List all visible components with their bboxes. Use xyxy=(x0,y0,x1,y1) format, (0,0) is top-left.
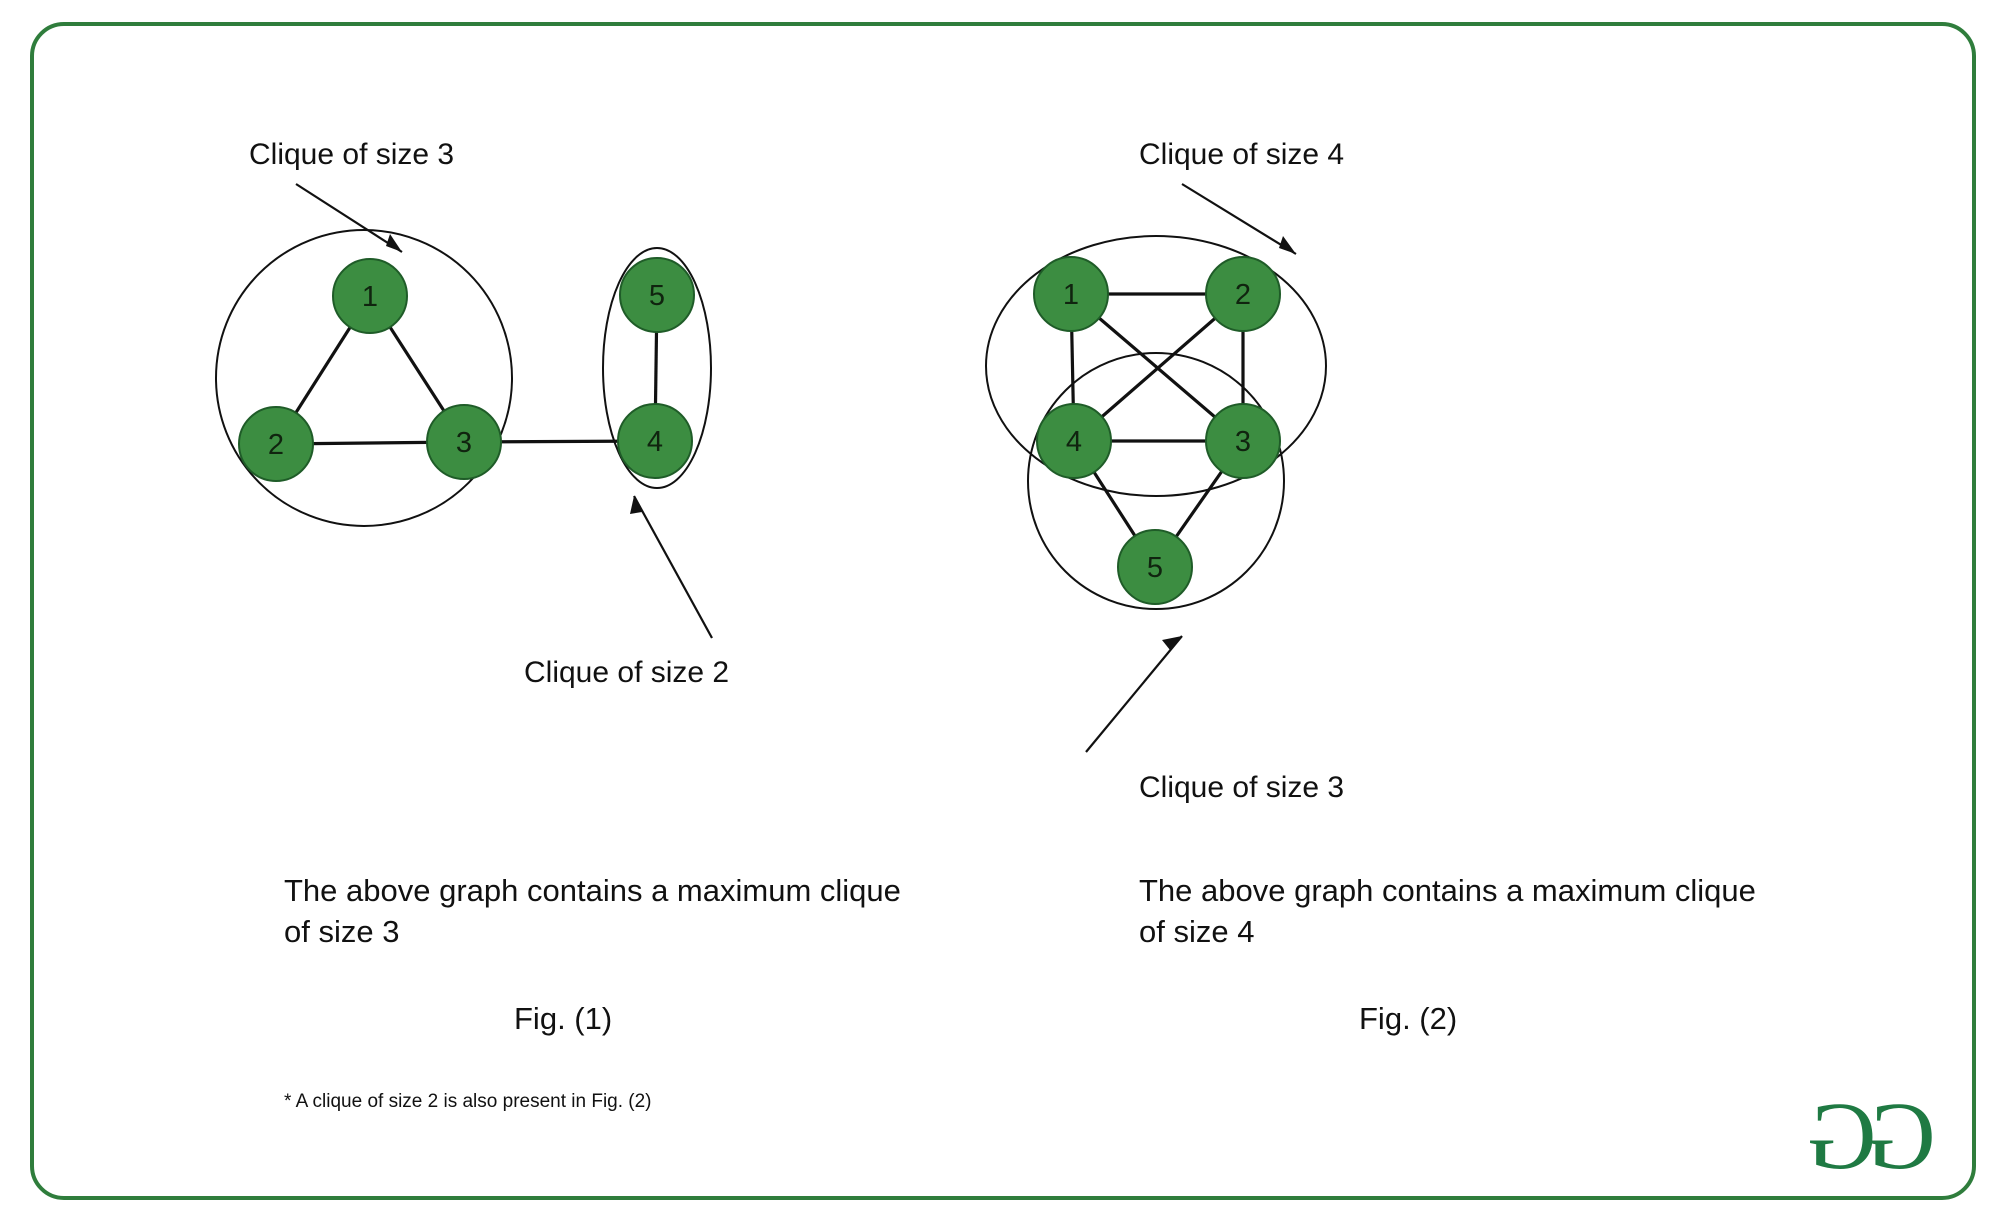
left-callout-bottom-label: Clique of size 2 xyxy=(524,656,730,689)
footnote: * A clique of size 2 is also present in Fig. (2) xyxy=(284,1091,652,1112)
left-node-1-label: 1 xyxy=(361,281,379,313)
right-node-2-label: 2 xyxy=(1234,279,1252,311)
right-callout-top-arrow xyxy=(1182,184,1296,254)
right-node-5-label: 5 xyxy=(1146,552,1164,584)
right-callout-bottom-label: Clique of size 3 xyxy=(1139,771,1345,804)
clique-diagram-svg xyxy=(34,26,1980,1204)
right-fig-label: Fig. (2) xyxy=(1359,1001,1458,1036)
left-callout-bottom-arrow xyxy=(630,496,712,638)
right-callout-top-label: Clique of size 4 xyxy=(1139,138,1345,171)
left-callout-top-label: Clique of size 3 xyxy=(249,138,455,171)
left-node-2-label: 2 xyxy=(267,429,285,461)
figures-area xyxy=(34,26,1980,1204)
right-node-3-label: 3 xyxy=(1234,426,1252,458)
left-node-3-label: 3 xyxy=(455,427,473,459)
left-node-4-label: 4 xyxy=(646,426,664,458)
left-caption: The above graph contains a maximum clique of size 3 xyxy=(284,873,901,949)
right-node-1-label: 1 xyxy=(1062,279,1080,311)
left-node-5-label: 5 xyxy=(648,280,666,312)
left-fig-label: Fig. (1) xyxy=(514,1001,613,1036)
right-callout-bottom-arrow xyxy=(1086,636,1182,752)
left-callout-top-arrow xyxy=(296,184,402,252)
right-caption: The above graph contains a maximum clique of size 4 xyxy=(1139,873,1756,949)
figure-card xyxy=(30,22,1976,1200)
geeksforgeeks-logo: GG xyxy=(1817,1082,1936,1189)
right-node-4-label: 4 xyxy=(1065,426,1083,458)
